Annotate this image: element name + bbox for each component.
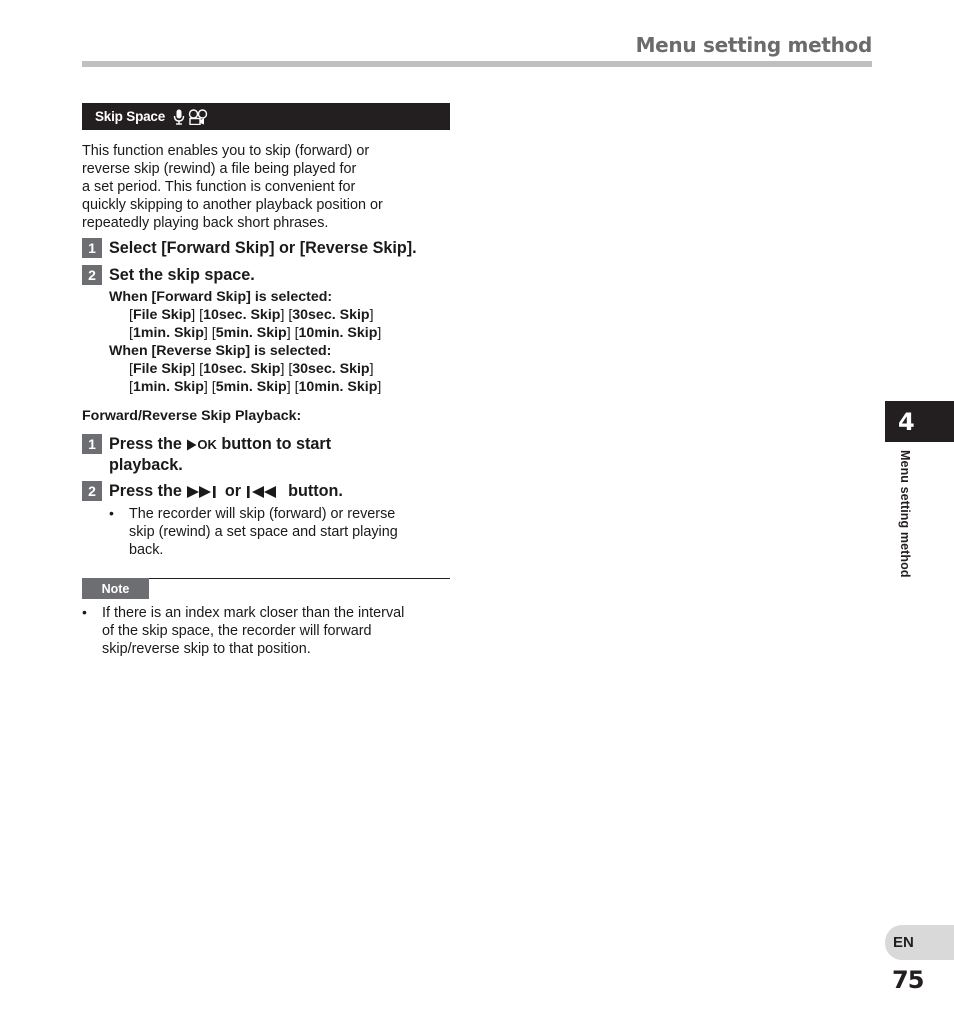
playback-bullet-line: back.	[129, 542, 164, 558]
option-label: 5min. Skip	[215, 379, 287, 395]
forward-skip-options-line-2: [1min. Skip] [5min. Skip] [10min. Skip]	[129, 325, 382, 341]
chapter-side-label: Menu setting method	[898, 450, 912, 578]
option-label: 30sec. Skip	[292, 361, 370, 377]
skip-back-icon	[246, 485, 284, 499]
note-bullet-line: of the skip space, the recorder will forward	[102, 623, 372, 639]
step-text-part: button.	[288, 482, 343, 500]
playback-bullet-line: skip (rewind) a set space and start playing	[129, 524, 398, 540]
bullet-marker: •	[82, 604, 87, 620]
section-heading-bar	[82, 103, 450, 130]
step-text-part: Press the	[109, 435, 182, 453]
step-text	[109, 481, 343, 501]
option-label: 1min. Skip	[132, 379, 204, 395]
option-label: 10min. Skip	[298, 325, 378, 341]
language-tab: EN	[885, 925, 954, 960]
note-bullet-line: skip/reverse skip to that position.	[102, 641, 311, 657]
option-label: 10sec. Skip	[203, 361, 281, 377]
ok-button-label: OK	[197, 437, 217, 452]
playback-step-1	[82, 434, 331, 475]
note-label: Note	[82, 578, 149, 599]
step-number-badge: 2	[82, 265, 102, 285]
video-camera-icon	[187, 109, 209, 125]
step-number-badge: 2	[82, 481, 102, 501]
bullet-marker: •	[109, 505, 114, 521]
step-number-badge: 1	[82, 434, 102, 454]
skip-forward-icon	[186, 485, 220, 499]
step-text: Set the skip space.	[109, 266, 255, 284]
chapter-tab: 4	[885, 401, 954, 442]
reverse-skip-heading: When [Reverse Skip] is selected:	[109, 343, 332, 359]
play-icon	[186, 439, 197, 451]
intro-line: This function enables you to skip (forward) or	[82, 143, 370, 159]
intro-line: a set period. This function is convenient for	[82, 179, 356, 195]
option-label: 5min. Skip	[215, 325, 287, 341]
step-text-part: button to start	[221, 435, 332, 453]
intro-line: quickly skipping to another playback position or	[82, 197, 383, 213]
reverse-skip-options-line-2: [1min. Skip] [5min. Skip] [10min. Skip]	[129, 379, 382, 395]
option-label: 10sec. Skip	[203, 307, 281, 323]
step-text	[109, 434, 331, 475]
option-label: 1min. Skip	[132, 325, 204, 341]
step-text: Select [Forward Skip] or [Reverse Skip].	[109, 239, 417, 257]
page-number: 75	[892, 966, 924, 994]
intro-line: reverse skip (rewind) a file being played for	[82, 161, 357, 177]
step-1	[82, 238, 417, 258]
option-label: 10min. Skip	[298, 379, 378, 395]
forward-skip-options-line-1: [File Skip] [10sec. Skip] [30sec. Skip]	[129, 307, 374, 323]
section-mode-icons	[173, 109, 209, 125]
option-label: 30sec. Skip	[292, 307, 370, 323]
step-2	[82, 265, 255, 285]
microphone-icon	[173, 109, 185, 125]
header-divider	[82, 61, 872, 67]
playback-bullet-line: The recorder will skip (forward) or reverse	[129, 506, 396, 522]
forward-skip-heading: When [Forward Skip] is selected:	[109, 289, 333, 305]
section-title: Skip Space	[95, 109, 166, 124]
page-header-title: Menu setting method	[635, 33, 872, 57]
step-text-part: Press the	[109, 482, 182, 500]
option-label: File Skip	[132, 307, 192, 323]
step-text-part: playback.	[109, 456, 183, 474]
step-text-part: or	[224, 482, 242, 500]
note-bullet-line: If there is an index mark closer than the interval	[102, 605, 405, 621]
reverse-skip-options-line-1: [File Skip] [10sec. Skip] [30sec. Skip]	[129, 361, 374, 377]
intro-line: repeatedly playing back short phrases.	[82, 215, 329, 231]
step-number-badge: 1	[82, 238, 102, 258]
playback-subheading: Forward/Reverse Skip Playback:	[82, 408, 302, 424]
intro-paragraph	[82, 142, 452, 232]
option-label: File Skip	[132, 361, 192, 377]
playback-step-2	[82, 481, 343, 501]
